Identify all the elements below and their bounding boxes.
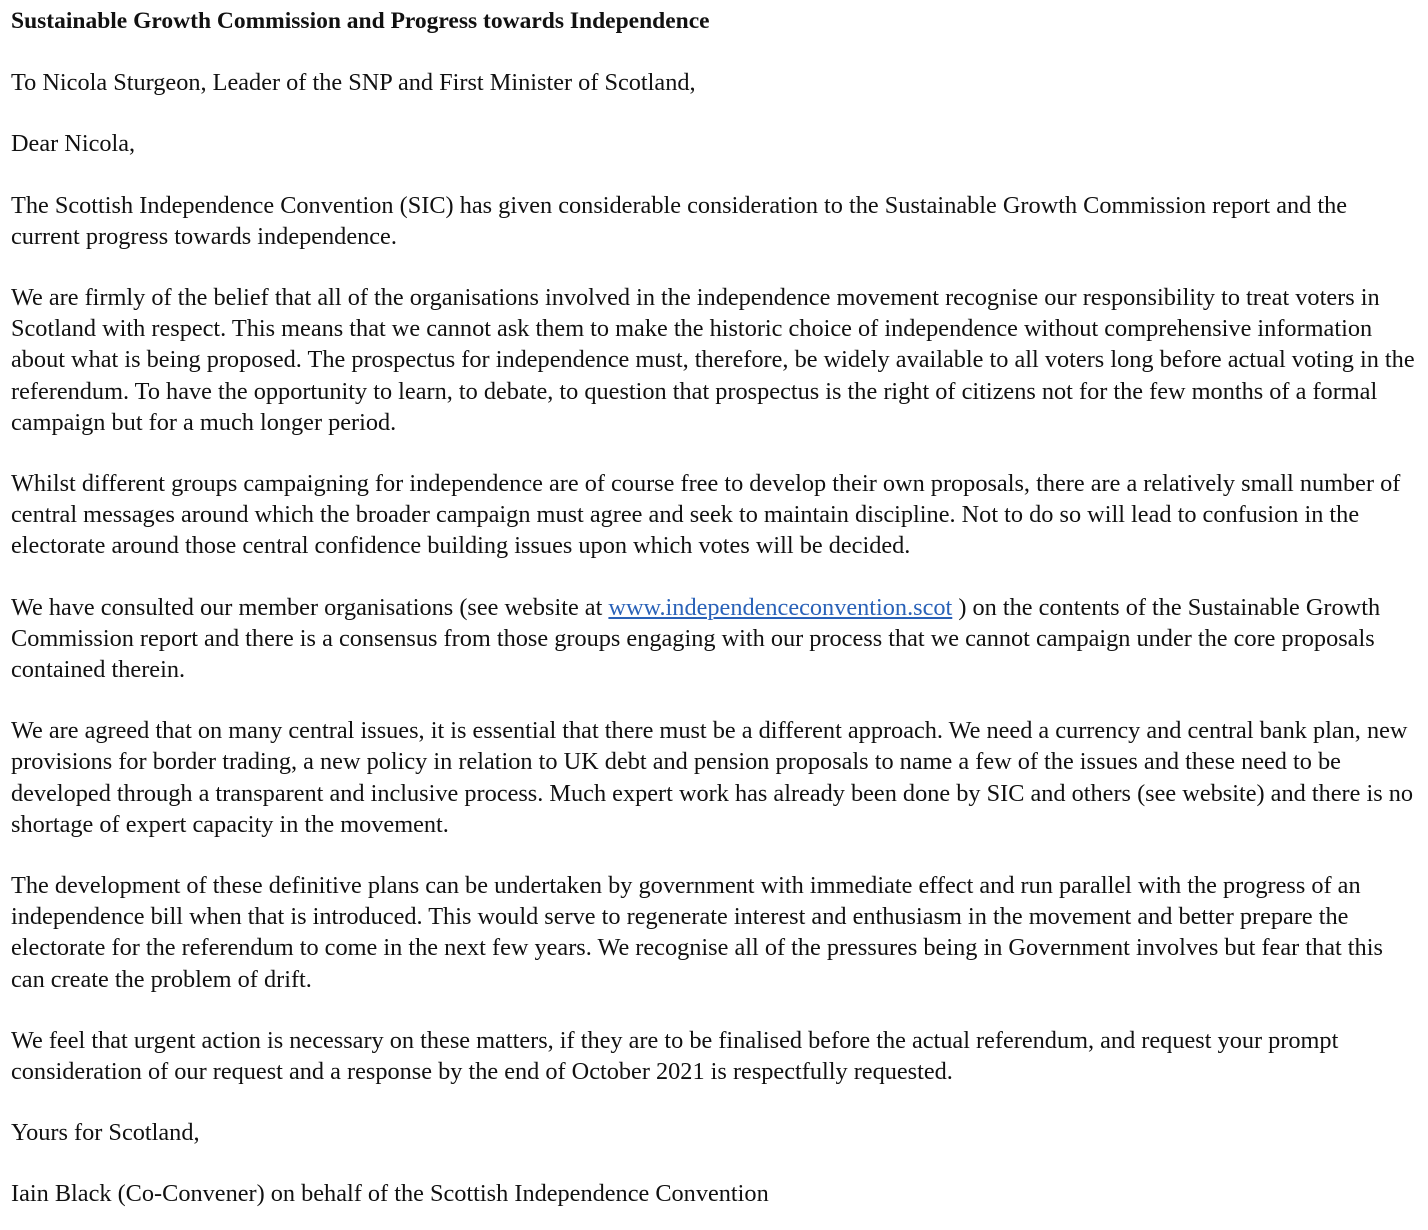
paragraph-4 — [11, 592, 1418, 686]
website-link[interactable]: www.independenceconvention.scot — [608, 593, 953, 621]
letter-signature: Iain Black (Co-Convener) on behalf of the Scottish Independence Convention — [11, 1180, 769, 1208]
paragraph-1: The Scottish Independence Convention (SIC) has given considerable consideration to the Sustainable Growth Commission report and the current progress towards independence. — [11, 191, 1348, 250]
letter-addressee: To Nicola Sturgeon, Leader of the SNP and First Minister of Scotland, — [11, 69, 696, 97]
paragraph-2: We are firmly of the belief that all of the organisations involved in the independence movement recognise our responsibility to treat voters in Scotland with respect. This means that we cannot ask them to make the historic choice of independence without comprehensive information about what is being proposed. The prospectus for independence must, therefore, be widely available to all voters long before actual voting in the referendum. To have the opportunity to learn, to debate, to question that prospectus is the right of citizens not for the few months of a formal campaign but for a much longer period. — [11, 284, 1415, 436]
paragraph-3: Whilst different groups campaigning for independence are of course free to develop their own proposals, there are a relatively small number of central messages around which the broader campaign must agree and seek to maintain discipline. Not to do so will lead to confusion in the electorate around those central confidence building issues upon which votes will be decided. — [11, 470, 1401, 560]
paragraph-5: We are agreed that on many central issues, it is essential that there must be a different approach. We need a currency and central bank plan, new provisions for border trading, a new policy in relation to UK debt and pension proposals to name a few of the issues and these need to be developed through a transparent and inclusive process. Much expert work has already been done by SIC and others (see website) and there is no shortage of expert capacity in the movement. — [11, 717, 1414, 838]
paragraph-6: The development of these definitive plans can be undertaken by government with immediate effect and run parallel with the progress of an independence bill when that is introduced. This would serve to regenerate interest and enthusiasm in the movement and better prepare the electorate for the referendum to come in the next few years. We recognise all of the pressures being in Government involves but fear that this can create the problem of drift. — [11, 872, 1383, 993]
letter-salutation: Dear Nicola, — [11, 130, 136, 158]
letter-closing: Yours for Scotland, — [11, 1119, 200, 1147]
letter-title: Sustainable Growth Commission and Progress towards Independence — [11, 8, 710, 34]
paragraph-4-text-before: We have consulted our member organisations (see website at — [11, 593, 609, 621]
paragraph-7: We feel that urgent action is necessary on these matters, if they are to be finalised before the actual referendum, and request your prompt consideration of our request and a response by the end of October 2021 is respectfully requested. — [11, 1026, 1339, 1086]
paragraph-4-text-after: ) on the contents of the Sustainable Growth Commission report and there is a consensus from those groups engaging with our process that we cannot campaign under the core proposals contained therein. — [11, 593, 1381, 684]
